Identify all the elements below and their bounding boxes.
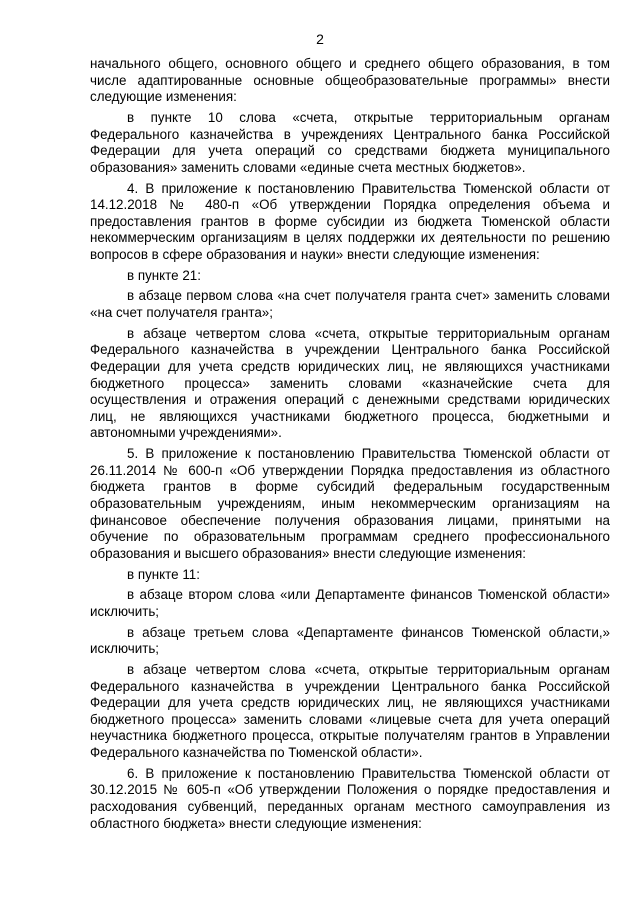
paragraph-point-11: в пункте 11: [127,566,200,582]
paragraph-section-4: 4. В приложение к постановлению Правительства Тюменской области от 14.12.2018 № 480-п «Об утверждении Порядка определения объема и предоставления грантов в форме субсидии из бюджета Тюменской области некоммерческим организациям в целях поддержки их деятельности по решению вопросов в сфере образования и науки» внести следующие изменения: [90,180,610,262]
paragraph-point-11-abzac-3: в абзаце третьем слова «Департаменте финансов Тюменской области,» исключить; [90,624,610,657]
paragraph-section-6: 6. В приложение к постановлению Правительства Тюменской области от 30.12.2015 № 605-п «Об утверждении Положения о порядке предоставления и расходования субвенций, переданных органам местного самоуправления из областного бюджета» внести следующие изменения: [90,765,610,831]
paragraph-item-10: в пункте 10 слова «счета, открытые территориальным органам Федерального казначейства в учреждениях Центрального банка Российской Федерации для учета операций со средствами бюджета муниципального образования» заменить словами «единые счета местных бюджетов». [90,109,610,175]
paragraph-point-21: в пункте 21: [127,267,201,283]
document-body [90,56,610,836]
paragraph-point-11-abzac-2: в абзаце втором слова «или Департаменте финансов Тюменской области» исключить; [90,587,610,619]
paragraph-continuation: начального общего, основного общего и среднего общего образования, в том числе адаптированные основные общеобразовательные программы» внести следующие изменения: [90,56,610,105]
page-number: 2 [316,31,324,47]
paragraph-point-21-abzac-4: в абзаце четвертом слова «счета, открытые территориальным органам Федерального казначейства в учреждении Центрального банка Российской Федерации для учета средств юридических лиц, не являющихся участниками бюджетного процесса» заменить словами «казначейские счета для осуществления и отражения операций с денежными средствами юридических лиц, не являющихся участниками бюджетного процесса, бюджетными и автономными учреждениями». [90,325,610,441]
paragraph-point-21-abzac-1: в абзаце первом слова «на счет получателя гранта счет» заменить словами «на счет получателя гранта»; [90,288,610,321]
paragraph-point-11-abzac-4: в абзаце четвертом слова «счета, открытые территориальным органам Федерального казначейства в учреждении Центрального банка Российской Федерации для учета средств юридических лиц, не являющихся участниками бюджетного процесса» заменить словами «лицевые счета для учета операций неучастника бюджетного процесса, открытые получателям грантов в Управлении Федерального казначейства по Тюменской области». [90,662,610,761]
paragraph-section-5: 5. В приложение к постановлению Правительства Тюменской области от 26.11.2014 № 600-п «Об утверждении Порядка предоставления из областного бюджета грантов в форме субсидий федеральным государственным образовательным учреждениям, иным некоммерческим организациям на финансовое обеспечение получения образования лицами, принятыми на обучение по образовательным программам среднего профессионального образования и высшего образования» внести следующие изменения: [90,446,610,561]
